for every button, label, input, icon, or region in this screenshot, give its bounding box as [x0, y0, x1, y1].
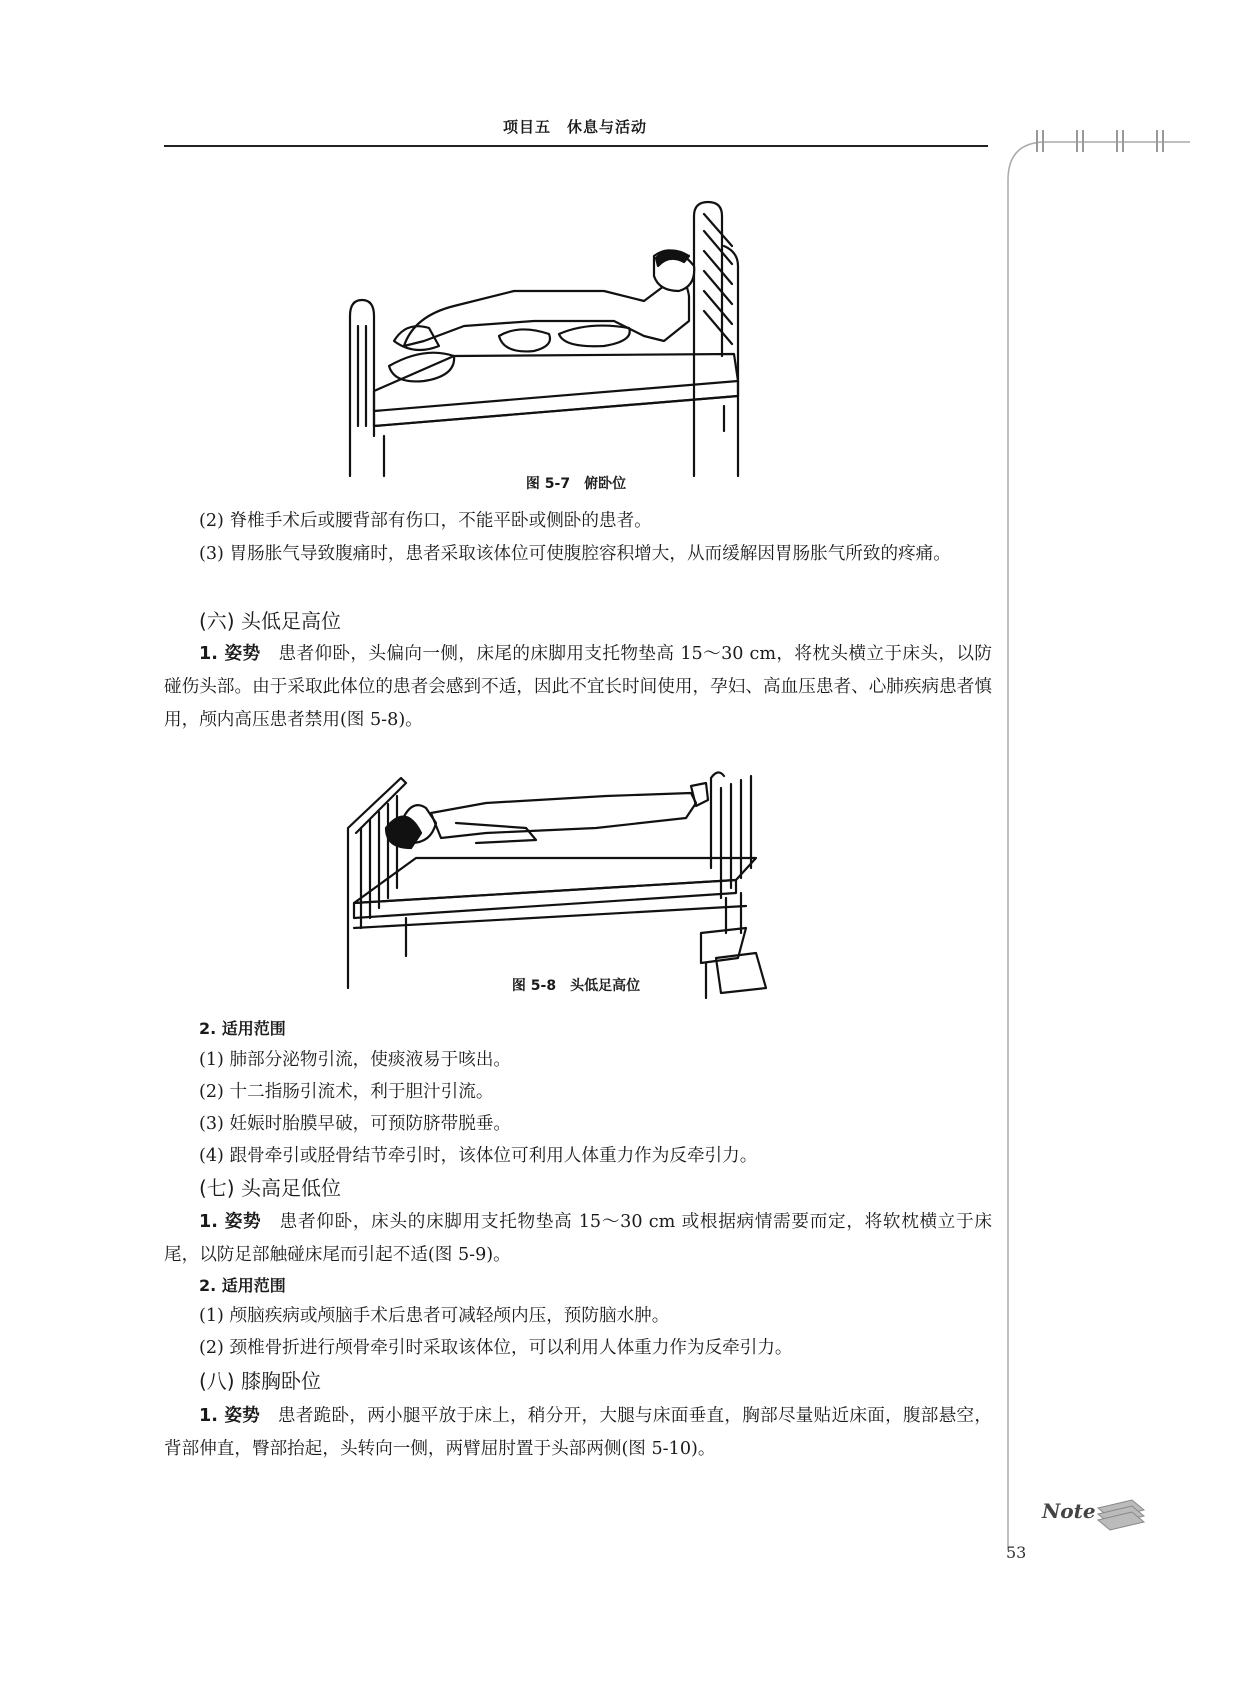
paragraph: (3) 胃肠胀气导致腹痛时，患者采取该体位可使腹腔容积增大，从而缓解因胃肠胀气所致的疼痛。 — [199, 544, 951, 564]
list-item: (2) 十二指肠引流术，利于胆汁引流。 — [199, 1082, 494, 1102]
list-item: (3) 妊娠时胎膜早破，可预防脐带脱垂。 — [199, 1114, 512, 1134]
list-item: (1) 肺部分泌物引流，使痰液易于咳出。 — [199, 1050, 512, 1070]
list-item: (2) 颈椎骨折进行颅骨牵引时采取该体位，可以利用人体重力作为反牵引力。 — [199, 1338, 793, 1358]
paragraph-text: 患者跪卧，两小腿平放于床上，稍分开，大腿与床面垂直，胸部尽量贴近床面，腹部悬空，背部伸直，臀部抬起，头转向一侧，两臂屈肘置于头部两侧(图 5-10)。 — [164, 1406, 992, 1459]
term-label: 1. 姿势 — [199, 1406, 261, 1426]
margin-decoration — [1000, 130, 1190, 1550]
subsection-label: 2. 适用范围 — [199, 1276, 286, 1295]
header-rule — [164, 145, 988, 147]
section-heading: (六) 头低足高位 — [199, 609, 341, 633]
term-label: 1. 姿势 — [199, 1212, 262, 1232]
paragraph — [164, 1400, 992, 1466]
section-heading: (八) 膝胸卧位 — [199, 1369, 321, 1393]
section-heading: (七) 头高足低位 — [199, 1176, 341, 1200]
list-item: (4) 跟骨牵引或胫骨结节牵引时，该体位可利用人体重力作为反牵引力。 — [199, 1146, 758, 1166]
paragraph — [164, 1206, 992, 1272]
note-label: Note — [1042, 1499, 1096, 1523]
figure-caption: 图 5-8 头低足高位 — [511, 978, 641, 994]
page-number: 53 — [1006, 1543, 1027, 1562]
term-label: 1. 姿势 — [199, 644, 261, 664]
subsection-label: 2. 适用范围 — [199, 1019, 286, 1038]
figure-prone-position — [344, 196, 814, 496]
note-logo — [1040, 1480, 1150, 1540]
paragraph-text: 患者仰卧，头偏向一侧，床尾的床脚用支托物垫高 15～30 cm，将枕头横立于床头，以防碰伤头部。由于采取此体位的患者会感到不适，因此不宜长时间使用，孕妇、高血压患者、心肺疾病患者慎用，颅内高压患者禁用(图 5-8)。 — [164, 644, 992, 730]
paragraph-text: 患者仰卧，床头的床脚用支托物垫高 15～30 cm 或根据病情需要而定，将软枕横立于床尾，以防足部触碰床尾而引起不适(图 5-9)。 — [164, 1212, 992, 1265]
list-item: (2) 脊椎手术后或腰背部有伤口，不能平卧或侧卧的患者。 — [199, 511, 652, 531]
figure-caption: 图 5-7 俯卧位 — [525, 476, 627, 492]
running-header-title: 项目五 休息与活动 — [502, 118, 647, 136]
list-item: (1) 颅脑疾病或颅脑手术后患者可减轻颅内压，预防脑水肿。 — [199, 1306, 670, 1326]
paragraph — [164, 638, 992, 737]
